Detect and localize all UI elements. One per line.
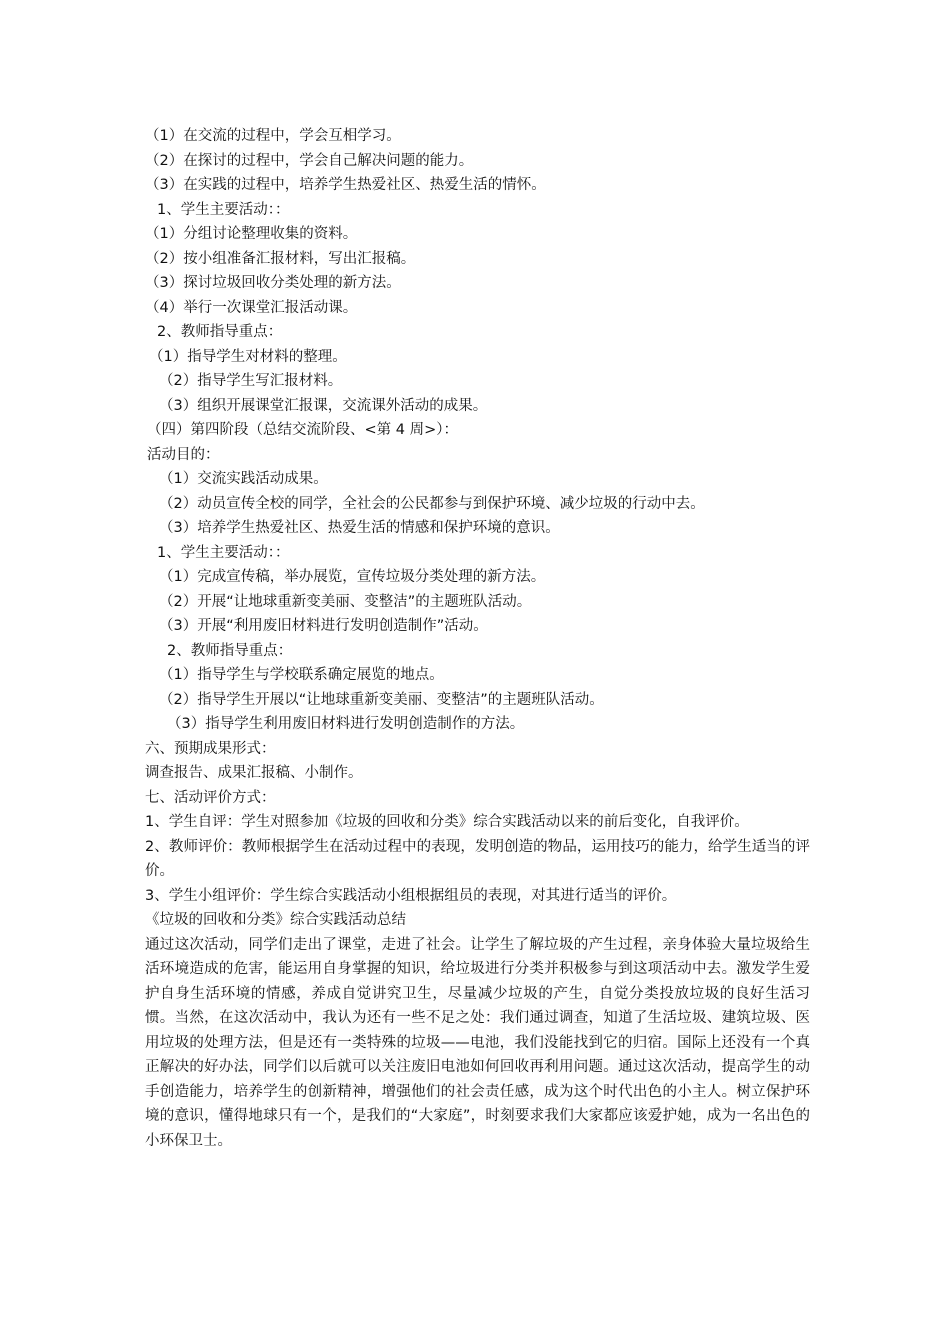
activity-line-4: （4）举行一次课堂汇报活动课。 — [145, 299, 358, 316]
section-heading-teacher-guidance-2: 2、教师指导重点： — [167, 642, 293, 659]
guidance-line-5: （2）指导学生开展以“让地球重新变美丽、变整洁”的主题班队活动。 — [159, 691, 604, 708]
summary-body: 通过这次活动，同学们走出了课堂，走进了社会。让学生了解垃圾的产生过程，亲身体验大量垃圾给生活环境造成的危害，能运用自身掌握的知识，给垃圾进行分类并积极参与到这项活动中去。激发学生爱护自身生活环境的情感，养成自觉讲究卫生，尽量减少垃圾的产生，自觉分类投放垃圾的良好生活习惯。当然，在这次活动中，我认为还有一些不足之处：我们通过调查，知道了生活垃圾、建筑垃圾、医用垃圾的处理方法，但是还有一类特殊的垃圾——电池，我们没能找到它的归宿。国际上还没有一个真正解决的好办法，同学们以后就可以关注废旧电池如何回收再利用问题。通过这次活动，提高学生的动手创造能力，培养学生的创新精神，增强他们的社会责任感，成为这个时代出色的小主人。树立保护环境的意识，懂得地球只有一个，是我们的“大家庭”，时刻要求我们大家都应该爱护她，成为一名出色的小环保卫士。 — [145, 936, 810, 1149]
document-body — [145, 124, 810, 1153]
objective-line-3: （3）在实践的过程中，培养学生热爱社区、热爱生活的情怀。 — [145, 177, 546, 193]
expected-results-text: 调查报告、成果汇报稿、小制作。 — [145, 765, 363, 781]
objective-line-2: （2）在探讨的过程中，学会自己解决问题的能力。 — [145, 152, 474, 169]
guidance-line-4: （1）指导学生与学校联系确定展览的地点。 — [159, 667, 444, 683]
expected-results-heading: 六、预期成果形式： — [145, 740, 276, 757]
activity-line-5: （1）完成宣传稿，举办展览，宣传垃圾分类处理的新方法。 — [159, 569, 546, 585]
evaluation-self: 1、学生自评：学生对照参加《垃圾的回收和分类》综合实践活动以来的前后变化，自我评价。 — [145, 814, 749, 830]
purpose-line-1: （1）交流实践活动成果。 — [159, 471, 328, 487]
guidance-line-1: （1）指导学生对材料的整理。 — [149, 348, 347, 365]
guidance-line-3: （3）组织开展课堂汇报课，交流课外活动的成果。 — [159, 397, 488, 414]
purpose-line-2: （2）动员宣传全校的同学，全社会的公民都参与到保护环境、减少垃圾的行动中去。 — [159, 495, 705, 512]
objective-line-1: （1）在交流的过程中，学会互相学习。 — [145, 128, 401, 144]
section-heading-student-activities: 1、学生主要活动：： — [157, 201, 290, 218]
activity-line-7: （3）开展“利用废旧材料进行发明创造制作”活动。 — [159, 618, 488, 634]
activity-line-1: （1）分组讨论整理收集的资料。 — [145, 226, 358, 242]
summary-title: 《垃圾的回收和分类》综合实践活动总结 — [145, 912, 406, 928]
purpose-line-3: （3）培养学生热爱社区、热爱生活的情感和保护环境的意识。 — [159, 520, 560, 536]
guidance-line-2: （2）指导学生写汇报材料。 — [159, 373, 343, 389]
activity-line-2: （2）按小组准备汇报材料，写出汇报稿。 — [145, 250, 416, 267]
section-heading-student-activities-2: 1、学生主要活动：： — [157, 544, 290, 561]
evaluation-group: 3、学生小组评价：学生综合实践活动小组根据组员的表现，对其进行适当的评价。 — [145, 887, 677, 904]
activity-line-6: （2）开展“让地球重新变美丽、变整洁”的主题班队活动。 — [159, 593, 532, 610]
guidance-line-6: （3）指导学生利用废旧材料进行发明创造制作的方法。 — [167, 716, 525, 732]
evaluation-heading: 七、活动评价方式： — [145, 789, 276, 806]
activity-line-3: （3）探讨垃圾回收分类处理的新方法。 — [145, 275, 401, 291]
evaluation-teacher: 2、教师评价：教师根据学生在活动过程中的表现，发明创造的物品，运用技巧的能力，给学生适当的评价。 — [145, 838, 810, 879]
activity-purpose-heading: 活动目的： — [147, 446, 220, 463]
stage-four-heading: （四）第四阶段（总结交流阶段、<第 4 周>）： — [147, 422, 458, 438]
section-heading-teacher-guidance: 2、教师指导重点： — [157, 324, 283, 340]
